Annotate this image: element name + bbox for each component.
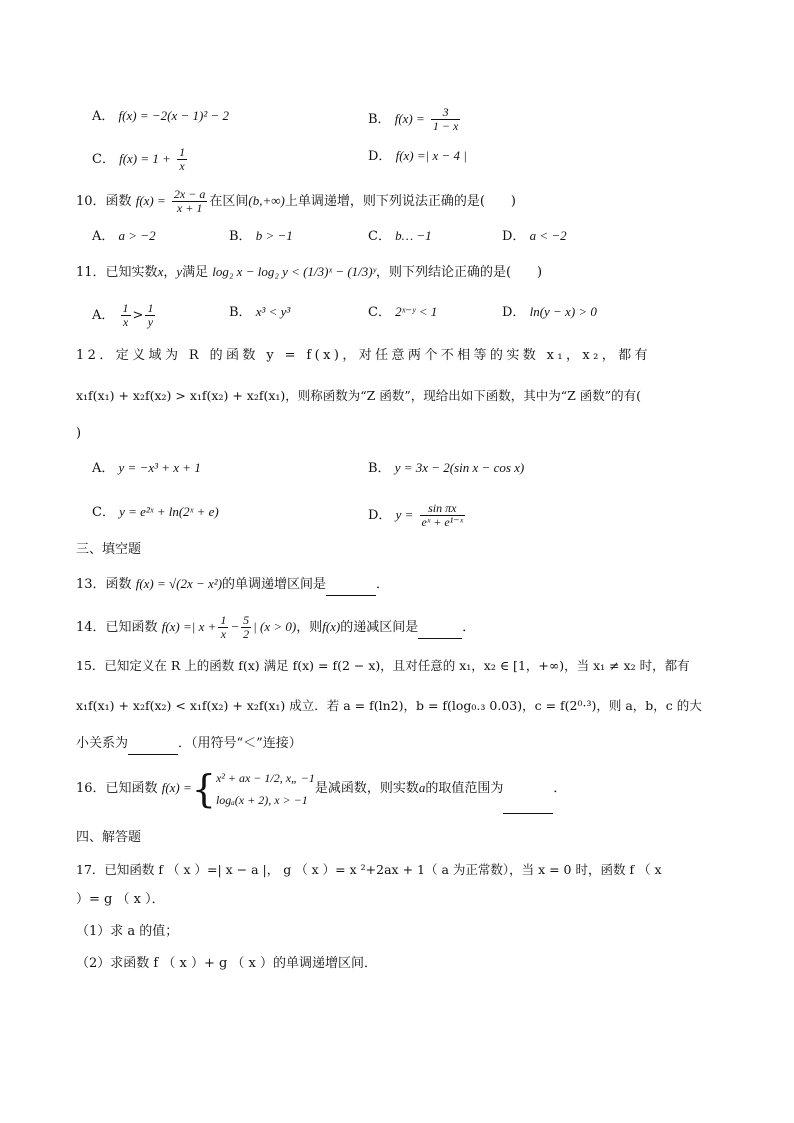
q11-option-b: B． x³ < y³ — [229, 304, 291, 320]
q12-stem-line3: ) — [76, 426, 82, 441]
q16-piecewise-cases: x² + ax − 1/2, x„ −1 logₐ(x + 2), x > −1 — [215, 770, 315, 807]
section-answer-heading: 四、解答题 — [76, 830, 142, 845]
q11-option-c: C． 2ˣ⁻ʸ < 1 — [368, 304, 438, 320]
left-brace-icon: { — [191, 766, 216, 811]
q15-stem-line2: x₁f(x₁) + x₂f(x₂) < x₁f(x₂) + x₂f(x₁) 成立．若 a = f(ln2)，b = f(log₀.₃ 0.03)，c = f(2⁰·³)，则 a，b，c 的大 — [76, 698, 702, 713]
q10-fraction: $\frac{2x - a}{x + 1}$ — [173, 187, 206, 215]
q12-option-c: C． y = e²ˣ + ln(2ˣ + e) — [92, 504, 219, 520]
q16-answer-blank — [503, 765, 553, 814]
q10-stem: 10．函数 f(x) = $\frac{2x - a}{x + 1}$ 在区间(b,+∞)上单调递增，则下列说法正确的是( ) — [76, 187, 516, 215]
q17-sub1: （1）求 a 的值； — [76, 924, 179, 939]
q9-option-b: B． f(x) = $\frac{3}{1 - x}$ — [368, 105, 459, 133]
q9-option-c: C． f(x) = 1 + $\frac{1}{x}$ — [92, 145, 186, 173]
q12-stem-line2: x₁f(x₁) + x₂f(x₂) > x₁f(x₂) + x₂f(x₁)，则称函数为“Z 函数”，现给出如下函数，其中为“Z 函数”的有( — [76, 388, 642, 403]
q9-option-a-expr: f(x) = −2(x − 1)² − 2 — [118, 108, 229, 123]
q13-answer-blank — [326, 575, 376, 596]
q9-option-d: D． f(x) =| x − 4 | — [368, 148, 467, 164]
q11-option-d: D． ln(y − x) > 0 — [502, 304, 597, 320]
q17-stem-line2: ）= g （ x ）． — [76, 892, 165, 907]
q13: 13．函数 f(x) = √(2x − x²)的单调递增区间是 ． — [76, 574, 389, 596]
q9-option-a: A． f(x) = −2(x − 1)² − 2 — [92, 108, 229, 124]
q16: 16．已知函数 f(x) ={ x² + ax − 1/2, x„ −1 logₐ(x + 2), x > −1 是减函数，则实数a的取值范围为 ． — [76, 764, 566, 814]
q10-option-d: D． a < −2 — [502, 228, 567, 244]
q11-option-a: A． $\frac{1}{x}$ > $\frac{1}{y}$ — [92, 301, 154, 329]
q10-option-a: A． a > −2 — [92, 228, 156, 244]
q14-answer-blank — [418, 618, 462, 639]
section-fill-in-blank-heading: 三、填空题 — [76, 542, 142, 557]
q12-stem-line1: 12．定义域为 R 的函数 y = f(x)，对任意两个不相等的实数 x₁，x₂，都有 — [76, 348, 651, 363]
q15-stem-line3: 小关系为 ．（用符号“＜”连接） — [76, 734, 302, 755]
q15-stem-line1: 15．已知定义在 R 上的函数 f(x) 满足 f(x) = f(2 − x)，且对任意的 x₁，x₂ ∈ [1，+∞)，当 x₁ ≠ x₂ 时，都有 — [76, 658, 690, 673]
q11-condition: log₂ x − log₂ y < (1/3)ˣ − (1/3)ʸ — [212, 264, 376, 279]
q17-stem-line1: 17．已知函数 f （ x ）=| x − a |， g （ x ）= x ²+2ax + 1（ a 为正常数），当 x = 0 时，函数 f （ x — [76, 862, 662, 877]
q9-option-b-fraction: $\frac{3}{1 - x}$ — [432, 105, 459, 133]
q10-option-b: B． b > −1 — [229, 228, 293, 244]
q12-option-d-fraction: $\frac{\text{sin πx}}{\text{eˣ + e¹⁻ˣ}}$ — [421, 501, 463, 529]
q10-option-c: C． b… −1 — [368, 228, 432, 244]
q12-option-d: D． y = $\frac{\text{sin πx}}{\text{eˣ + e¹⁻ˣ}}$ — [368, 501, 463, 529]
q11-stem: 11．已知实数x，y满足 log₂ x − log₂ y < (1/3)ˣ − (1/3)ʸ，则下列结论正确的是( ) — [76, 264, 543, 280]
q14: 14．已知函数 f(x) =| x + $\frac{1}{x}$ − $\frac{5}{2}$ | (x > 0)，则f(x)的递减区间是 ． — [76, 613, 476, 641]
q17-sub2: （2）求函数 f （ x ）+ g （ x ）的单调递增区间． — [76, 956, 378, 971]
q12-option-a: A． y = −x³ + x + 1 — [92, 460, 201, 476]
q15-answer-blank — [128, 734, 178, 755]
q12-option-b: B． y = 3x − 2(sin x − cos x) — [368, 460, 525, 476]
q9-option-c-fraction: $\frac{1}{x}$ — [179, 145, 186, 173]
